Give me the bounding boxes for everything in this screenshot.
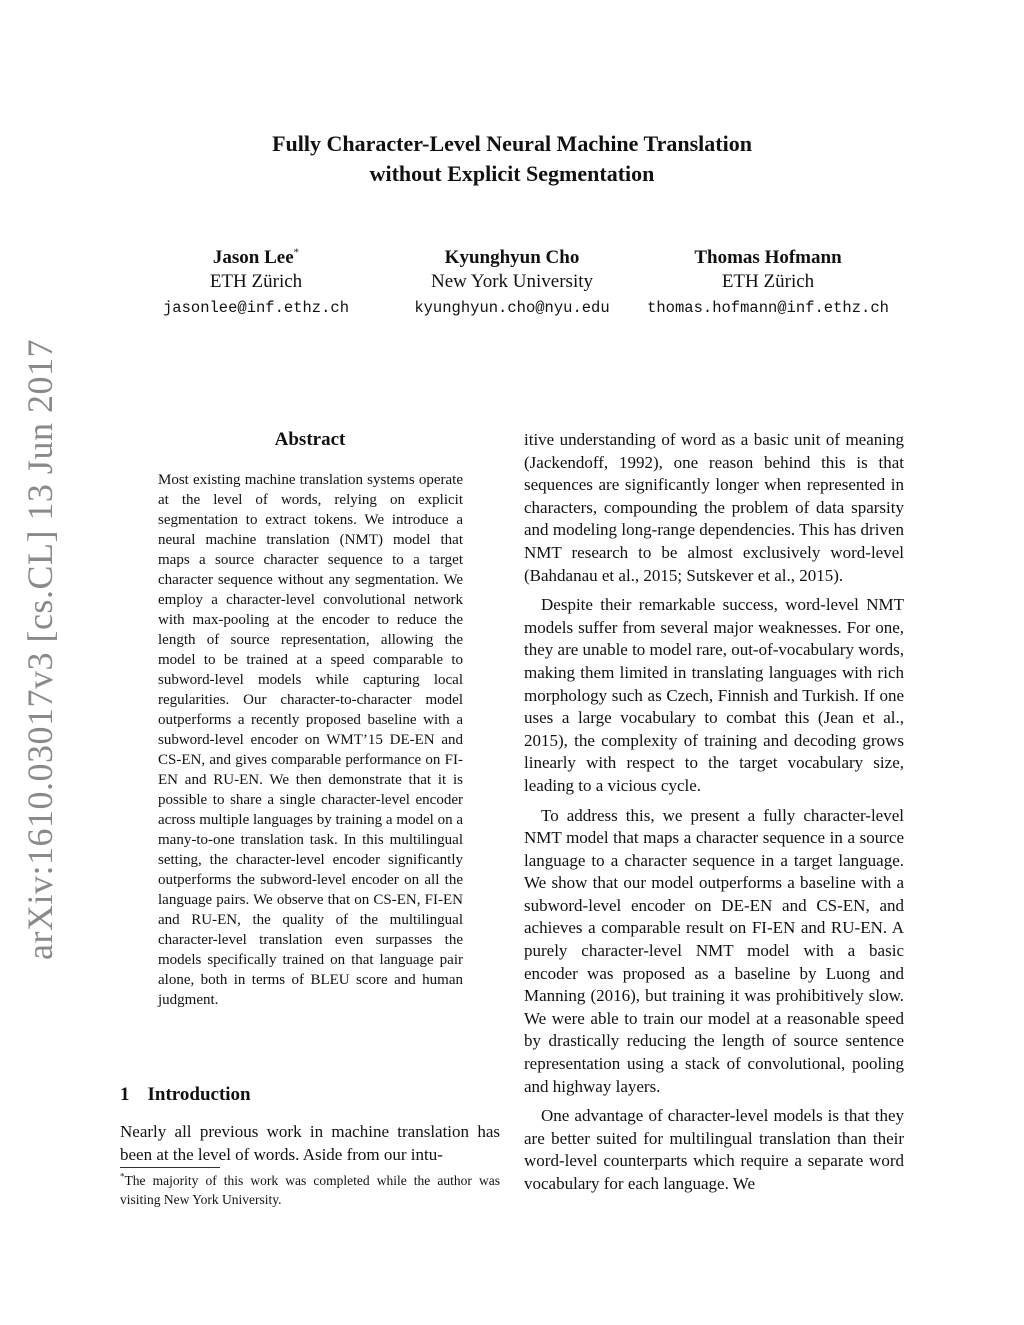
author-email[interactable]: jasonlee@inf.ethz.ch <box>162 299 350 317</box>
section-heading-introduction <box>120 1083 251 1107</box>
footnote-divider <box>120 1167 220 1168</box>
abstract-heading: Abstract <box>274 429 346 450</box>
body-paragraph: One advantage of character-level models is that they are better suited for multilingual translation than their word-level counterparts which require a separate word vocabulary for each language. We <box>524 1106 904 1193</box>
author-affiliation: ETH Zürich <box>721 271 815 292</box>
author-footnote-mark: * <box>293 246 300 259</box>
section-title: Introduction <box>147 1084 251 1105</box>
abstract-text: Most existing machine translation systems operate at the level of words, relying on explicit segmentation to extract tokens. We introduce a neural machine translation (NMT) model that maps a source character sequence to a target character sequence without any segmentation. We employ a character-level convolutional network with max-pooling at the encoder to reduce the length of source representation, allowing the model to be trained at a speed comparable to subword-level models while capturing local regularities. Our character-to-character model outperforms a recently proposed baseline with a subword-level encoder on WMT’15 DE-EN and CS-EN, and gives comparable performance on FI-EN and RU-EN. We then demonstrate that it is possible to share a single character-level encoder across multiple languages by training a model on a many-to-one translation task. In this multilingual setting, the character-level encoder significantly outperforms the subword-level encoder on all the language pairs. We observe that on CS-EN, FI-EN and RU-EN, the quality of the multilingual character-level translation even surpasses the models specifically trained on that language pair alone, both in terms of BLEU score and human judgment. <box>158 472 463 1008</box>
right-column <box>524 429 904 1203</box>
author-3 <box>638 246 898 320</box>
arxiv-identifier: arXiv:1610.03017v3 [cs.CL] 13 Jun 2017 <box>20 339 60 960</box>
title-line-2: without Explicit Segmentation <box>369 161 655 186</box>
body-paragraph: To address this, we present a fully character-level NMT model that maps a character sequence in a source language to a character sequence in a target language. We show that our model outperforms a baseline with a subword-level encoder on DE-EN and CS-EN, and achieves a comparable result on FI-EN and RU-EN. A purely character-level NMT model with a basic encoder was proposed as a baseline by Luong and Manning (2016), but training it was prohibitively slow. We were able to train our model at a reasonable speed by drastically reducing the length of source sentence representation using a stack of convolutional, pooling and highway layers. <box>524 805 904 1096</box>
author-email[interactable]: kyunghyun.cho@nyu.edu <box>414 299 610 317</box>
author-name: Thomas Hofmann <box>694 247 842 268</box>
author-email[interactable]: thomas.hofmann@inf.ethz.ch <box>647 299 889 317</box>
section-number: 1 <box>120 1084 130 1105</box>
paper-title <box>0 129 1024 189</box>
footnote-text: The majority of this work was completed while the author was visiting New York University. <box>120 1173 500 1207</box>
body-paragraph: itive understanding of word as a basic unit of meaning (Jackendoff, 1992), one reason behind this is that sequences are significantly longer when represented in characters, compounding the problem of data sparsity and modeling long-range dependencies. This has driven NMT research to be almost exclusively word-level (Bahdanau et al., 2015; Sutskever et al., 2015). <box>524 430 904 585</box>
introduction-paragraph-start: Nearly all previous work in machine translation has been at the level of words. Aside from our intu- <box>120 1122 500 1164</box>
author-2 <box>382 246 642 320</box>
body-paragraph: Despite their remarkable success, word-level NMT models suffer from several major weaknesses. For one, they are unable to model rare, out-of-vocabulary words, making them limited in translating languages with rich morphology such as Czech, Finnish and Turkish. If one uses a large vocabulary to combat this (Jean et al., 2015), the complexity of training and decoding grows linearly with respect to the target vocabulary size, leading to a vicious cycle. <box>524 595 904 795</box>
footnote-mark: * <box>120 1171 125 1182</box>
author-name: Jason Lee* <box>212 246 300 268</box>
author-1 <box>126 246 386 320</box>
author-name: Kyunghyun Cho <box>444 247 580 268</box>
title-line-1: Fully Character-Level Neural Machine Translation <box>272 131 752 156</box>
author-affiliation: New York University <box>430 271 594 292</box>
author-affiliation: ETH Zürich <box>209 271 303 292</box>
footnote <box>120 1171 500 1209</box>
